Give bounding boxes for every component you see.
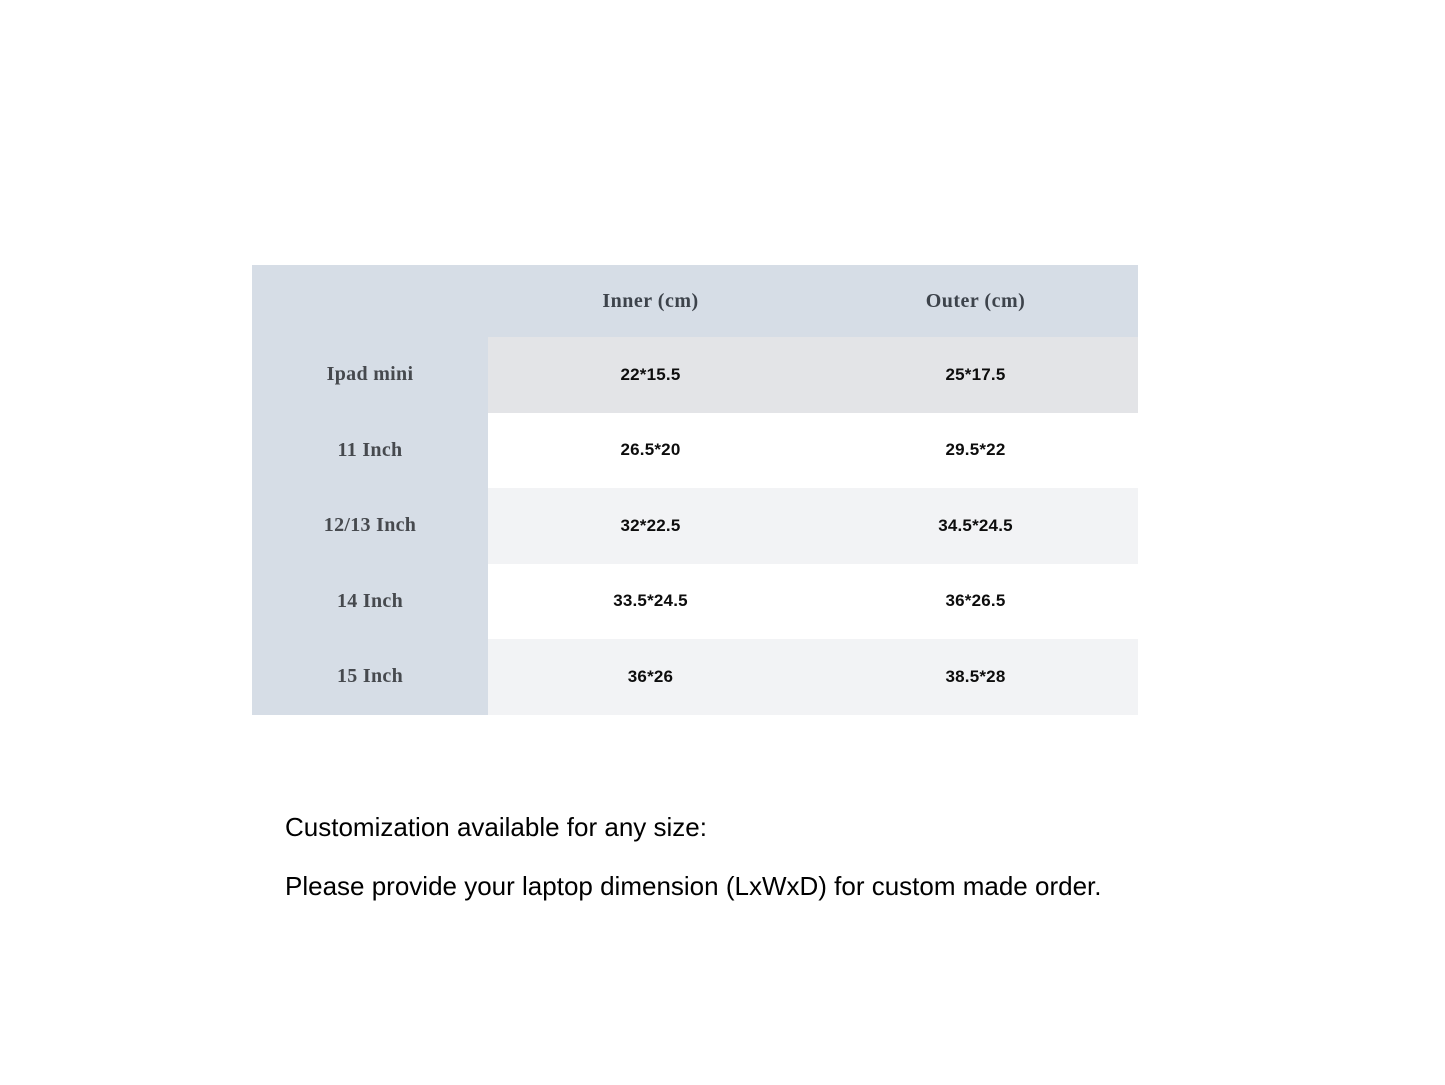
outer-dimension-value: 25*17.5 [813, 337, 1138, 413]
table-row [252, 639, 1138, 715]
customization-notes [285, 812, 1101, 930]
row-label: 15 Inch [252, 639, 488, 715]
note-line-2: Please provide your laptop dimension (LxWxD) for custom made order. [285, 871, 1102, 901]
table-row [252, 488, 1138, 564]
inner-dimension-value: 22*15.5 [488, 337, 813, 413]
outer-dimension-value: 38.5*28 [813, 639, 1138, 715]
note-line-1: Customization available for any size: [285, 812, 707, 842]
column-header-inner: Inner (cm) [488, 265, 813, 337]
row-label: 12/13 Inch [252, 488, 488, 564]
inner-dimension-value: 26.5*20 [488, 413, 813, 489]
table-row [252, 564, 1138, 640]
row-label: 11 Inch [252, 413, 488, 489]
outer-dimension-value: 36*26.5 [813, 564, 1138, 640]
inner-dimension-value: 32*22.5 [488, 488, 813, 564]
table-row [252, 337, 1138, 413]
table-row [252, 413, 1138, 489]
size-chart-table [252, 265, 1138, 715]
table-corner-cell [252, 265, 488, 337]
table-header-row [252, 265, 1138, 337]
outer-dimension-value: 34.5*24.5 [813, 488, 1138, 564]
column-header-outer: Outer (cm) [813, 265, 1138, 337]
outer-dimension-value: 29.5*22 [813, 413, 1138, 489]
inner-dimension-value: 33.5*24.5 [488, 564, 813, 640]
row-label: 14 Inch [252, 564, 488, 640]
inner-dimension-value: 36*26 [488, 639, 813, 715]
row-label: Ipad mini [252, 337, 488, 413]
